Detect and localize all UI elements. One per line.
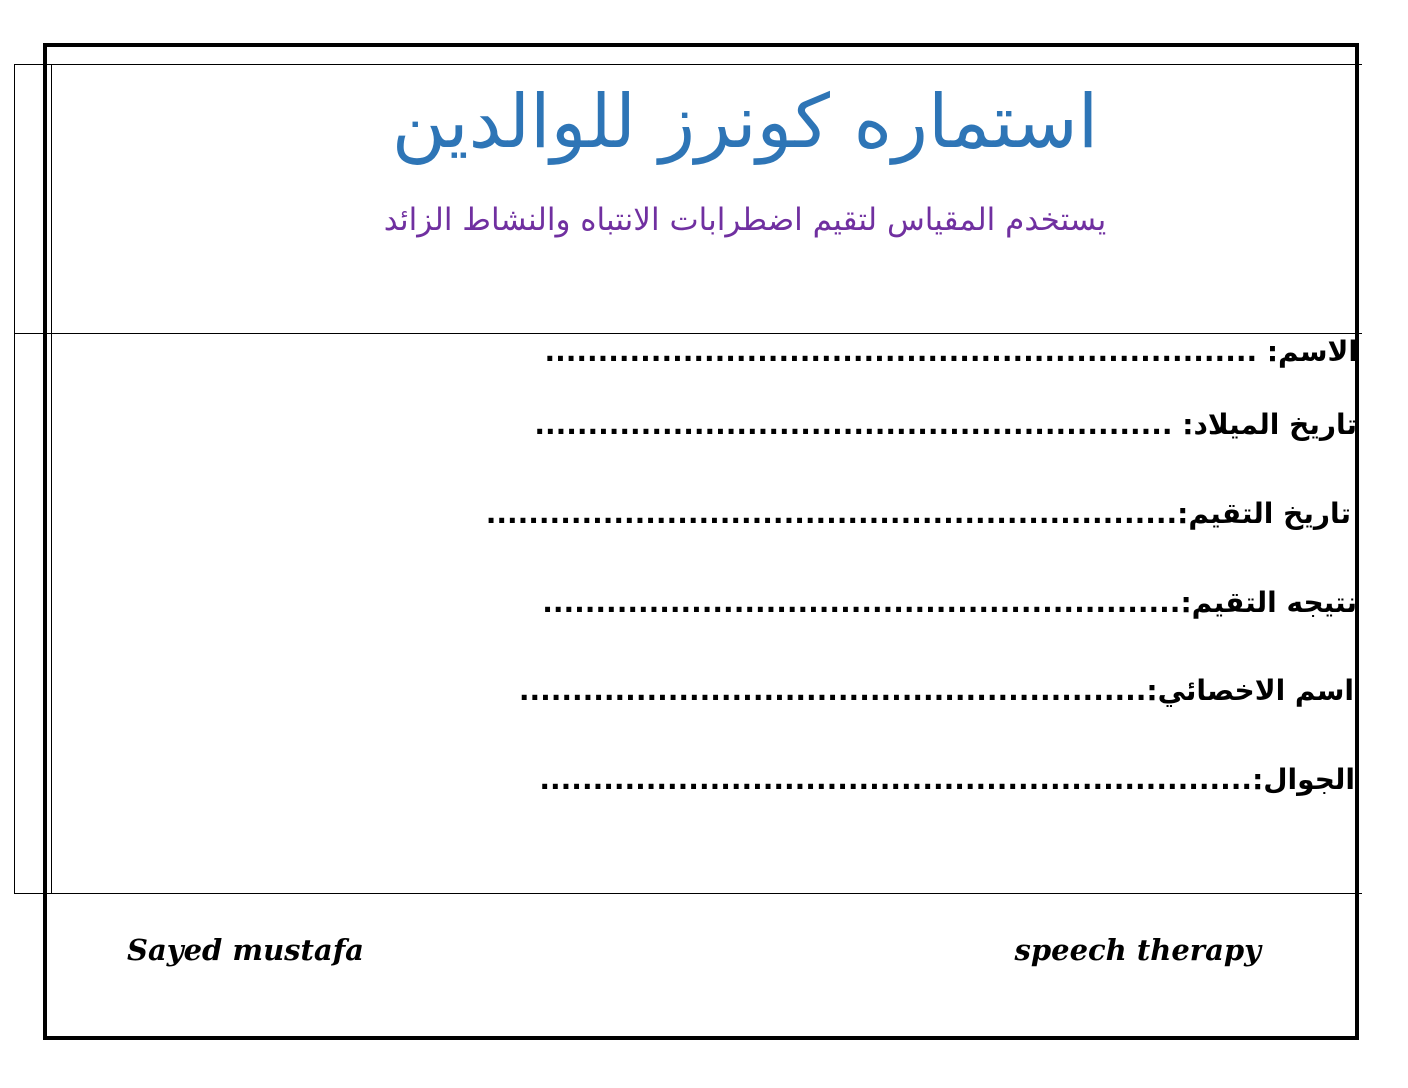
inner-frame-bottom-line [14,893,1362,894]
outer-frame [43,43,1359,1040]
field-name [544,334,1358,370]
field-dots-specialist-name: ........................................................... [518,674,1147,707]
inner-frame-left-line [14,64,15,893]
field-birth-date [534,407,1357,443]
page-title: استماره كونرز للوالدين [391,79,1099,165]
inner-frame-top-line [14,64,1362,65]
field-label-name: الاسم: [1257,335,1358,368]
field-specialist-name [519,673,1354,709]
field-label-specialist-name: اسم الاخصائي: [1146,674,1354,707]
page-subtitle: يستخدم المقياس لتقيم اضطرابات الانتباه والنشاط الزائد [383,202,1107,238]
field-assessment-result [542,585,1357,621]
inner-frame-left-line-2 [51,64,52,893]
field-mobile [539,762,1355,798]
field-dots-birth-date: ............................................................ [534,408,1173,441]
field-assessment-date [486,496,1351,532]
field-dots-assessment-date: ................................................................. [485,497,1178,530]
signature-left: Sayed mustafa [127,933,364,967]
field-label-mobile: الجوال: [1252,763,1355,796]
field-dots-name: ................................................................... [544,335,1258,368]
field-label-birth-date: تاريخ الميلاد: [1172,408,1357,441]
field-label-assessment-date: تاريخ التقيم: [1177,497,1351,530]
signature-right: speech therapy [1014,933,1261,967]
field-label-assessment-result: نتيجه التقيم: [1180,586,1357,619]
field-dots-assessment-result: ............................................................ [542,586,1181,619]
field-dots-mobile: ................................................................... [539,763,1253,796]
